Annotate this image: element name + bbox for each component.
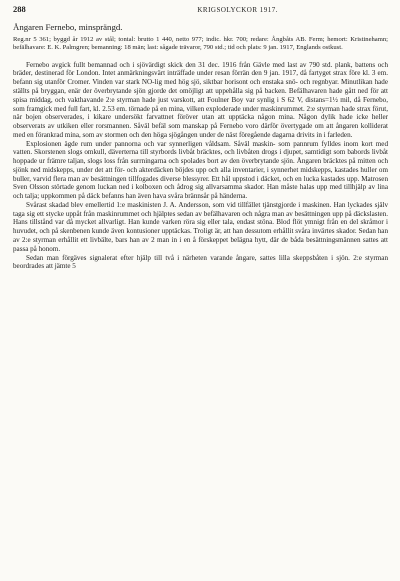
running-title: KRIGSOLYCKOR 1917. xyxy=(197,6,278,14)
paragraph-4: Sedan man förgäves signalerat efter hjälp till två i närheten varande ångare, sattes lilla skeppsbåten i sjön. 2:e styrman beordrades att jämte 5 xyxy=(13,253,388,271)
page-number: 288 xyxy=(13,4,26,14)
paragraph-3: Svårast skadad blev emellertid 1:e maskinisten J. A. Andersson, som vid tillfället tjänstgjorde i maskinen. Han lyckades själv taga sig ett stycke uppåt från maskinrummet och hjälptes sedan av befälhavaren och några man av besättningen upp på däckslasten. Hans tillstånd var då mycket allvarligt. Han kunde varken röra sig eller tala, endast stöna. Blod flöt ymnigt från en del skråmor i huvudet, och på skenbenen kunde även kontusioner upptäckas. Troligt är, att han dessutom erhållit svåra invärtes skador. Sedan han av 2:e styrman erhållit ett livbälte, bars han av 2 man in i en å förskeppet belägna hytt, där de båda besättningsmännen sattes att passa på honom. xyxy=(13,200,388,253)
page-header xyxy=(13,4,388,15)
paragraph-2: Explosionen ägde rum under pannorna och var synnerligen våldsam. Såväl maskin- som pannrum fylldes inom kort med vatten. Skorstenen slogs omkull, däverterna till styrbords livbåt bräcktes, och livbåten drogs i djupet, samtidigt som babords livbåt hoppade ur främre taljan, slogs loss från surrningarna och spolades bort av den överbrytande sjön. Ångaren bräcktes på mitten och sjönk ned midskepps, under det att för- och akterdäcken böjdes upp och alla inventarier, i synnerhet midskepps, kastades huller om buller, varvid flera man av besättningen tillfogades diverse blessyrer. Ett hål uppstod i däcket, och en lucka kastades upp. Matrosen Sven Olsson störtade genom luckan ned i kolboxen och ådrog sig allvarsamma skador. Han måste halas upp med tillhjälp av lina och talja; uppkommen på däck befanns han även hava svåra brännsår på händerna. xyxy=(13,139,388,201)
article-title: Ångaren Fernebo, minsprängd. xyxy=(13,22,123,32)
paragraph-1: Fernebo avgick fullt bemannad och i sjövärdigt skick den 31 dec. 1916 från Gävle med last av 790 std. plank, battens och bräder, destinerad för London. Intet anmärkningsvärt inträffade under resan förrän den 9 jan. 1917, då fartyget strax före kl. 3 em. befann sig utanför Cromer. Vinden var stark NO-lig med hög sjö, siktbar horisont och enstaka snö- och regnbyar. Minutlikan hade ställts på bryggan, enär der överbrytande sjön gjorde det omöjligt att uppehålla sig på backen. Befälhavaren hade gått ned för att spisa middag, och vakthavande 2:e styrman hade just varskott, att Foulner Boy var synlig i S 62 V, distans=1½ mil, då Fernebo, som framgick med full fart, kl. 2.53 em. törnade på en mina, vilken exploderade under maskinrummet. 2:e styrman hade strax förut, när bojen observerades, i kikare undersökt farvattnet föröver utan att upptäcka någon mina. Någon dylik hade icke heller observerats av utkiken eller rorsmannen. Såväl befäl som manskap på Fernebo voro därför övertygade om att ångaren kolliderat med en förankrad mina, som av stormen och den höga sjögången under de näst föregående dagarna drivits in i farleden. xyxy=(13,60,388,139)
registry-details: Reg.nr 5 361; byggd år 1912 av stål; tontal: brutto 1 440, netto 977; indic. hkr. 700; redare: Ångbåts AB. Ferm; hemort: Kristinehamn; befälhavare: E. K. Palmgren; bemanning: 18 män; last: sågade trävaror, 790 std.; tid och plats: 9 jan. 1917, Englands ostkust. xyxy=(13,36,388,52)
